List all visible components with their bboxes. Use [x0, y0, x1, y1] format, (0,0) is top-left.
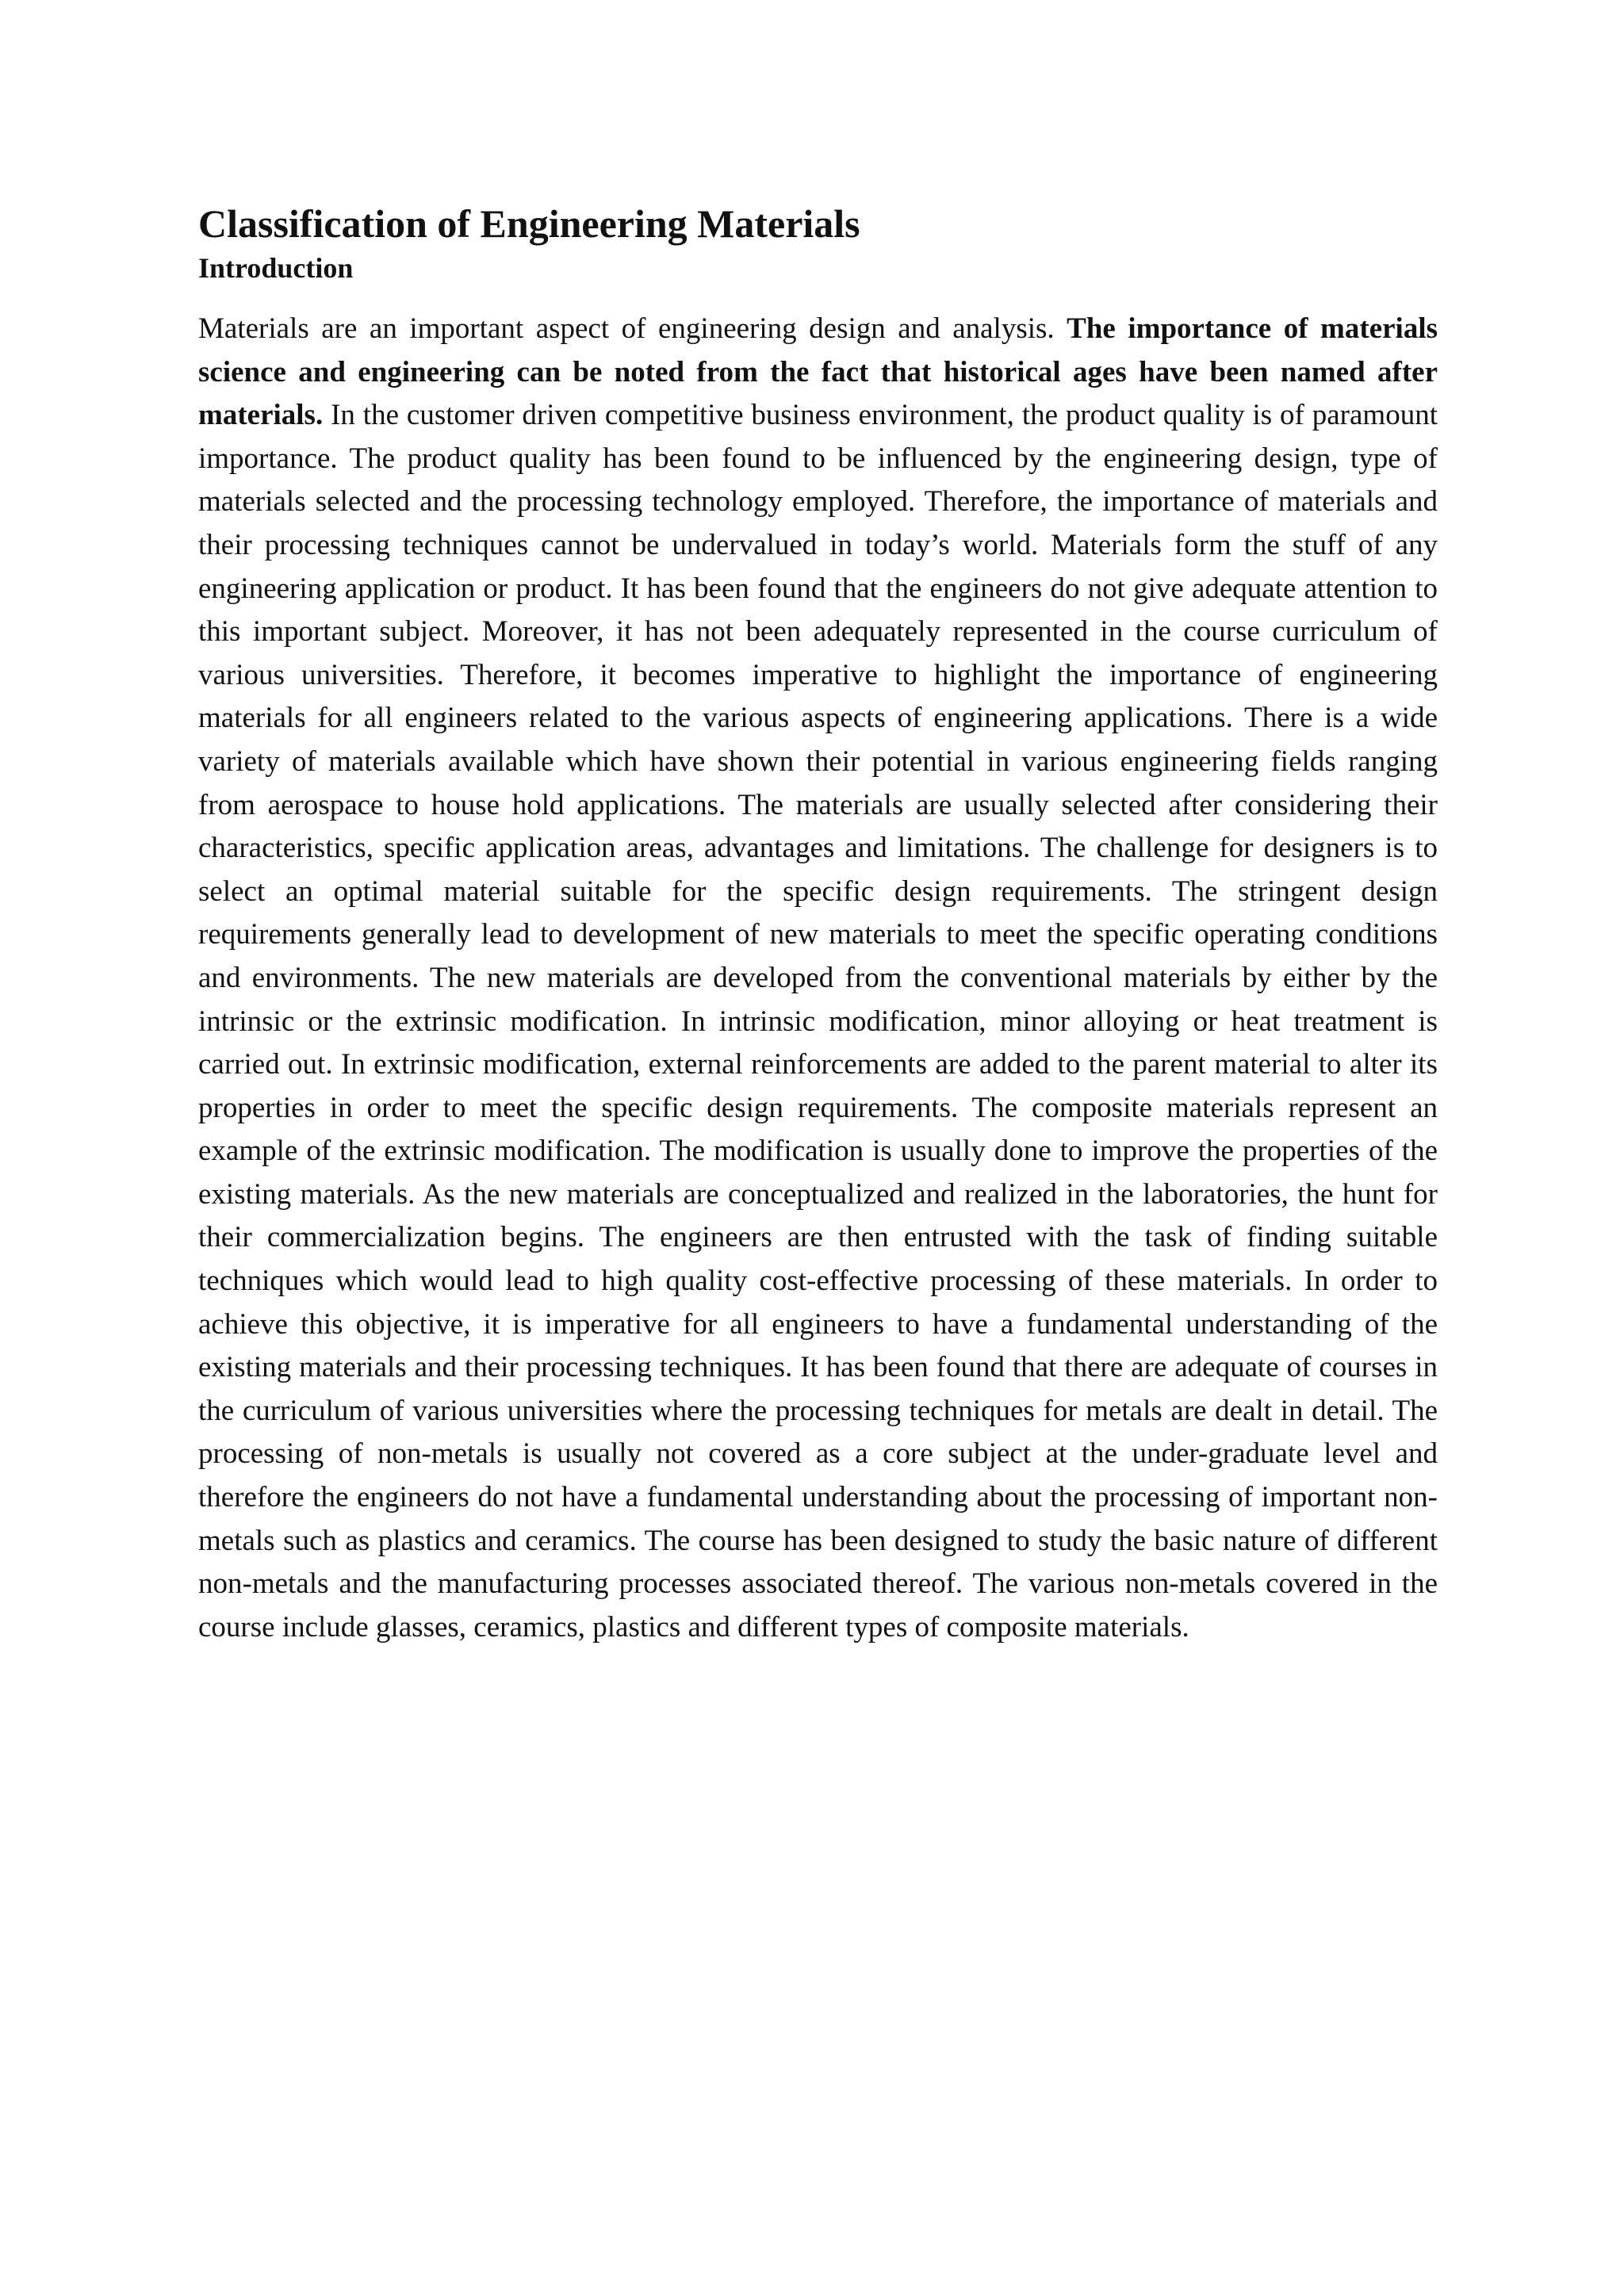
- document-page: [198, 198, 1438, 1649]
- paragraph-rest: In the customer driven competitive business environment, the product quality is of paramount importance. The product quality has been found to be influenced by the engineering design, type of materials selected and the processing technology employed. Therefore, the importance of materials and their processing techniques cannot be undervalued in today’s world. Materials form the stuff of any engineering application or product. It has been found that the engineers do not give adequate attention to this important subject. Moreover, it has not been adequately represented in the course curriculum of various universities. Therefore, it becomes imperative to highlight the importance of engineering materials for all engineers related to the various aspects of engineering applications. There is a wide variety of materials available which have shown their potential in various engineering fields ranging from aerospace to house hold applications. The materials are usually selected after considering their characteristics, specific application areas, advantages and limitations. The challenge for designers is to select an optimal material suitable for the specific design requirements. The stringent design requirements generally lead to development of new materials to meet the specific operating conditions and environments. The new materials are developed from the conventional materials by either by the intrinsic or the extrinsic modification. In intrinsic modification, minor alloying or heat treatment is carried out. In extrinsic modification, external reinforcements are added to the parent material to alter its properties in order to meet the specific design requirements. The composite materials represent an example of the extrinsic modification. The modification is usually done to improve the properties of the existing materials. As the new materials are conceptualized and realized in the laboratories, the hunt for their commercialization begins. The engineers are then entrusted with the task of finding suitable techniques which would lead to high quality cost-effective processing of these materials. In order to achieve this objective, it is imperative for all engineers to have a fundamental understanding of the existing materials and their processing techniques. It has been found that there are adequate of courses in the curriculum of various universities where the processing techniques for metals are dealt in detail. The processing of non-metals is usually not covered as a core subject at the under-graduate level and therefore the engineers do not have a fundamental understanding about the processing of important non-metals such as plastics and ceramics. The course has been designed to study the basic nature of different non-metals and the manufacturing processes associated thereof. The various non-metals covered in the course include glasses, ceramics, plastics and different types of composite materials.: [198, 399, 1438, 1644]
- document-title: Classification of Engineering Materials: [198, 201, 860, 246]
- paragraph-emphasis: The importance of materials science and engineering can be noted from the fact that historical ages have been named after materials.: [198, 312, 1438, 432]
- paragraph-lead: Materials are an important aspect of engineering design and analysis.: [198, 312, 1067, 345]
- section-heading: Introduction: [198, 252, 354, 284]
- intro-paragraph: [198, 308, 1438, 1649]
